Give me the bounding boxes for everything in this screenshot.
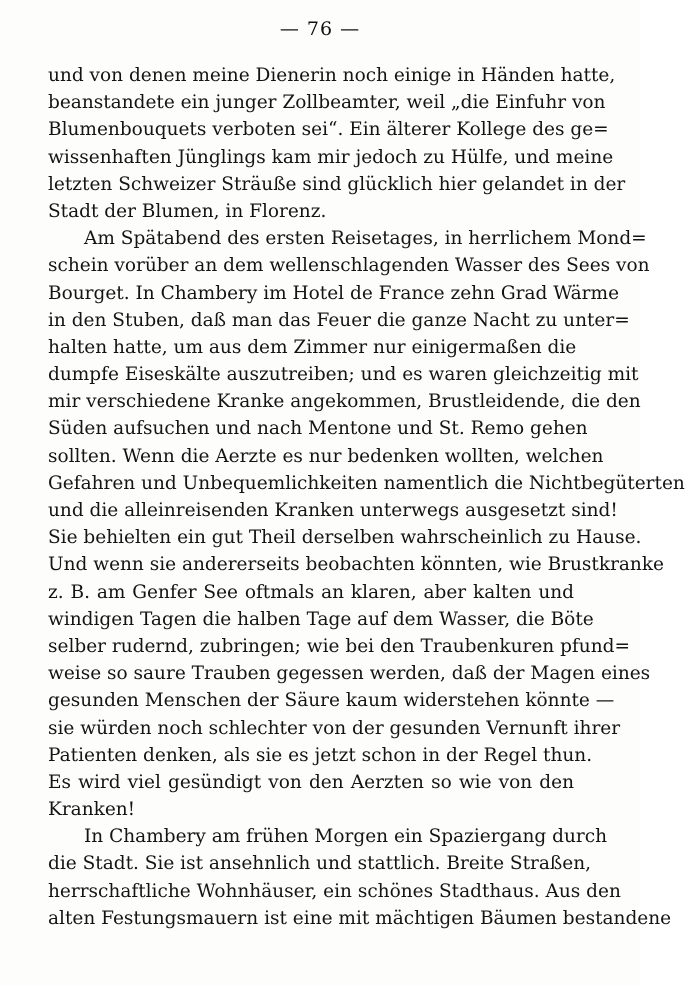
text-line: Süden aufsuchen und nach Mentone und St. Remo gehen bbox=[48, 418, 588, 440]
text-line: z. B. am Genfer See oftmals an klaren, aber kalten und bbox=[48, 581, 574, 603]
text-line: wissenhaften Jünglings kam mir jedoch zu Hülfe, und meine bbox=[48, 146, 614, 168]
text-line: Stadt der Blumen, in Florenz. bbox=[48, 200, 327, 222]
text-line: und die alleinreisenden Kranken unterwegs ausgesetzt sind! bbox=[48, 500, 618, 521]
text-line: Blumenbouquets verboten sei“. Ein älterer Kollege des ge= bbox=[48, 119, 609, 141]
text-line: Kranken! bbox=[48, 799, 136, 821]
text-line: mir verschiedene Kranke angekommen, Brustleidende, die den bbox=[48, 391, 641, 413]
page-number: — 76 — bbox=[279, 18, 361, 40]
text-line: Sie behielten ein gut Theil derselben wahrscheinlich zu Hause. bbox=[48, 527, 642, 549]
text-line: schein vorüber an dem wellenschlagenden Wasser des Sees von bbox=[48, 255, 650, 277]
text-line: selber rudernd, zubringen; wie bei den Traubenkuren pfund= bbox=[48, 635, 630, 657]
text-line: dumpfe Eiseskälte auszutreiben; und es waren gleichzeitig mit bbox=[48, 364, 639, 386]
text-line: Bourget. In Chambery im Hotel de France zehn Grad Wärme bbox=[48, 282, 620, 304]
text-line: gesunden Menschen der Säure kaum widerstehen könnte — bbox=[48, 690, 615, 712]
paragraph-start-line: In Chambery am frühen Morgen ein Spaziergang durch bbox=[84, 826, 607, 848]
text-line: alten Festungsmauern ist eine mit mächtigen Bäumen bestandene bbox=[48, 907, 672, 929]
text-line: sie würden noch schlechter von der gesunden Vernunft ihrer bbox=[48, 717, 621, 739]
text-line: herrschaftliche Wohnhäuser, ein schönes Stadthaus. Aus den bbox=[48, 880, 621, 902]
text-line: letzten Schweizer Sträuße sind glücklich hier gelandet in der bbox=[48, 173, 626, 195]
text-line: Es wird viel gesündigt von den Aerzten so wie von den bbox=[48, 771, 574, 793]
text-line: und von denen meine Dienerin noch einige in Händen hatte, bbox=[48, 65, 616, 86]
text-line: die Stadt. Sie ist ansehnlich und stattlich. Breite Straßen, bbox=[48, 853, 592, 875]
body-text bbox=[48, 62, 685, 932]
text-line: Und wenn sie andererseits beobachten könnten, wie Brustkranke bbox=[48, 554, 665, 576]
text-line: windigen Tagen die halben Tage auf dem Wasser, die Böte bbox=[48, 608, 594, 630]
text-line: halten hatte, um aus dem Zimmer nur einigermaßen die bbox=[48, 336, 577, 358]
text-line: sollten. Wenn die Aerzte es nur bedenken wollten, welchen bbox=[48, 445, 604, 467]
text-line: Gefahren und Unbequemlichkeiten namentlich die Nichtbegüterten bbox=[48, 472, 685, 494]
text-line: in den Stuben, daß man das Feuer die ganze Nacht zu unter= bbox=[48, 309, 630, 331]
text-line: beanstandete ein junger Zollbeamter, weil „die Einfuhr von bbox=[48, 92, 606, 114]
paragraph-start-line: Am Spätabend des ersten Reisetages, in herrlichem Mond= bbox=[84, 228, 647, 250]
text-line: Patienten denken, als sie es jetzt schon in der Regel thun. bbox=[48, 744, 593, 766]
text-line: weise so saure Trauben gegessen werden, daß der Magen eines bbox=[48, 663, 651, 685]
